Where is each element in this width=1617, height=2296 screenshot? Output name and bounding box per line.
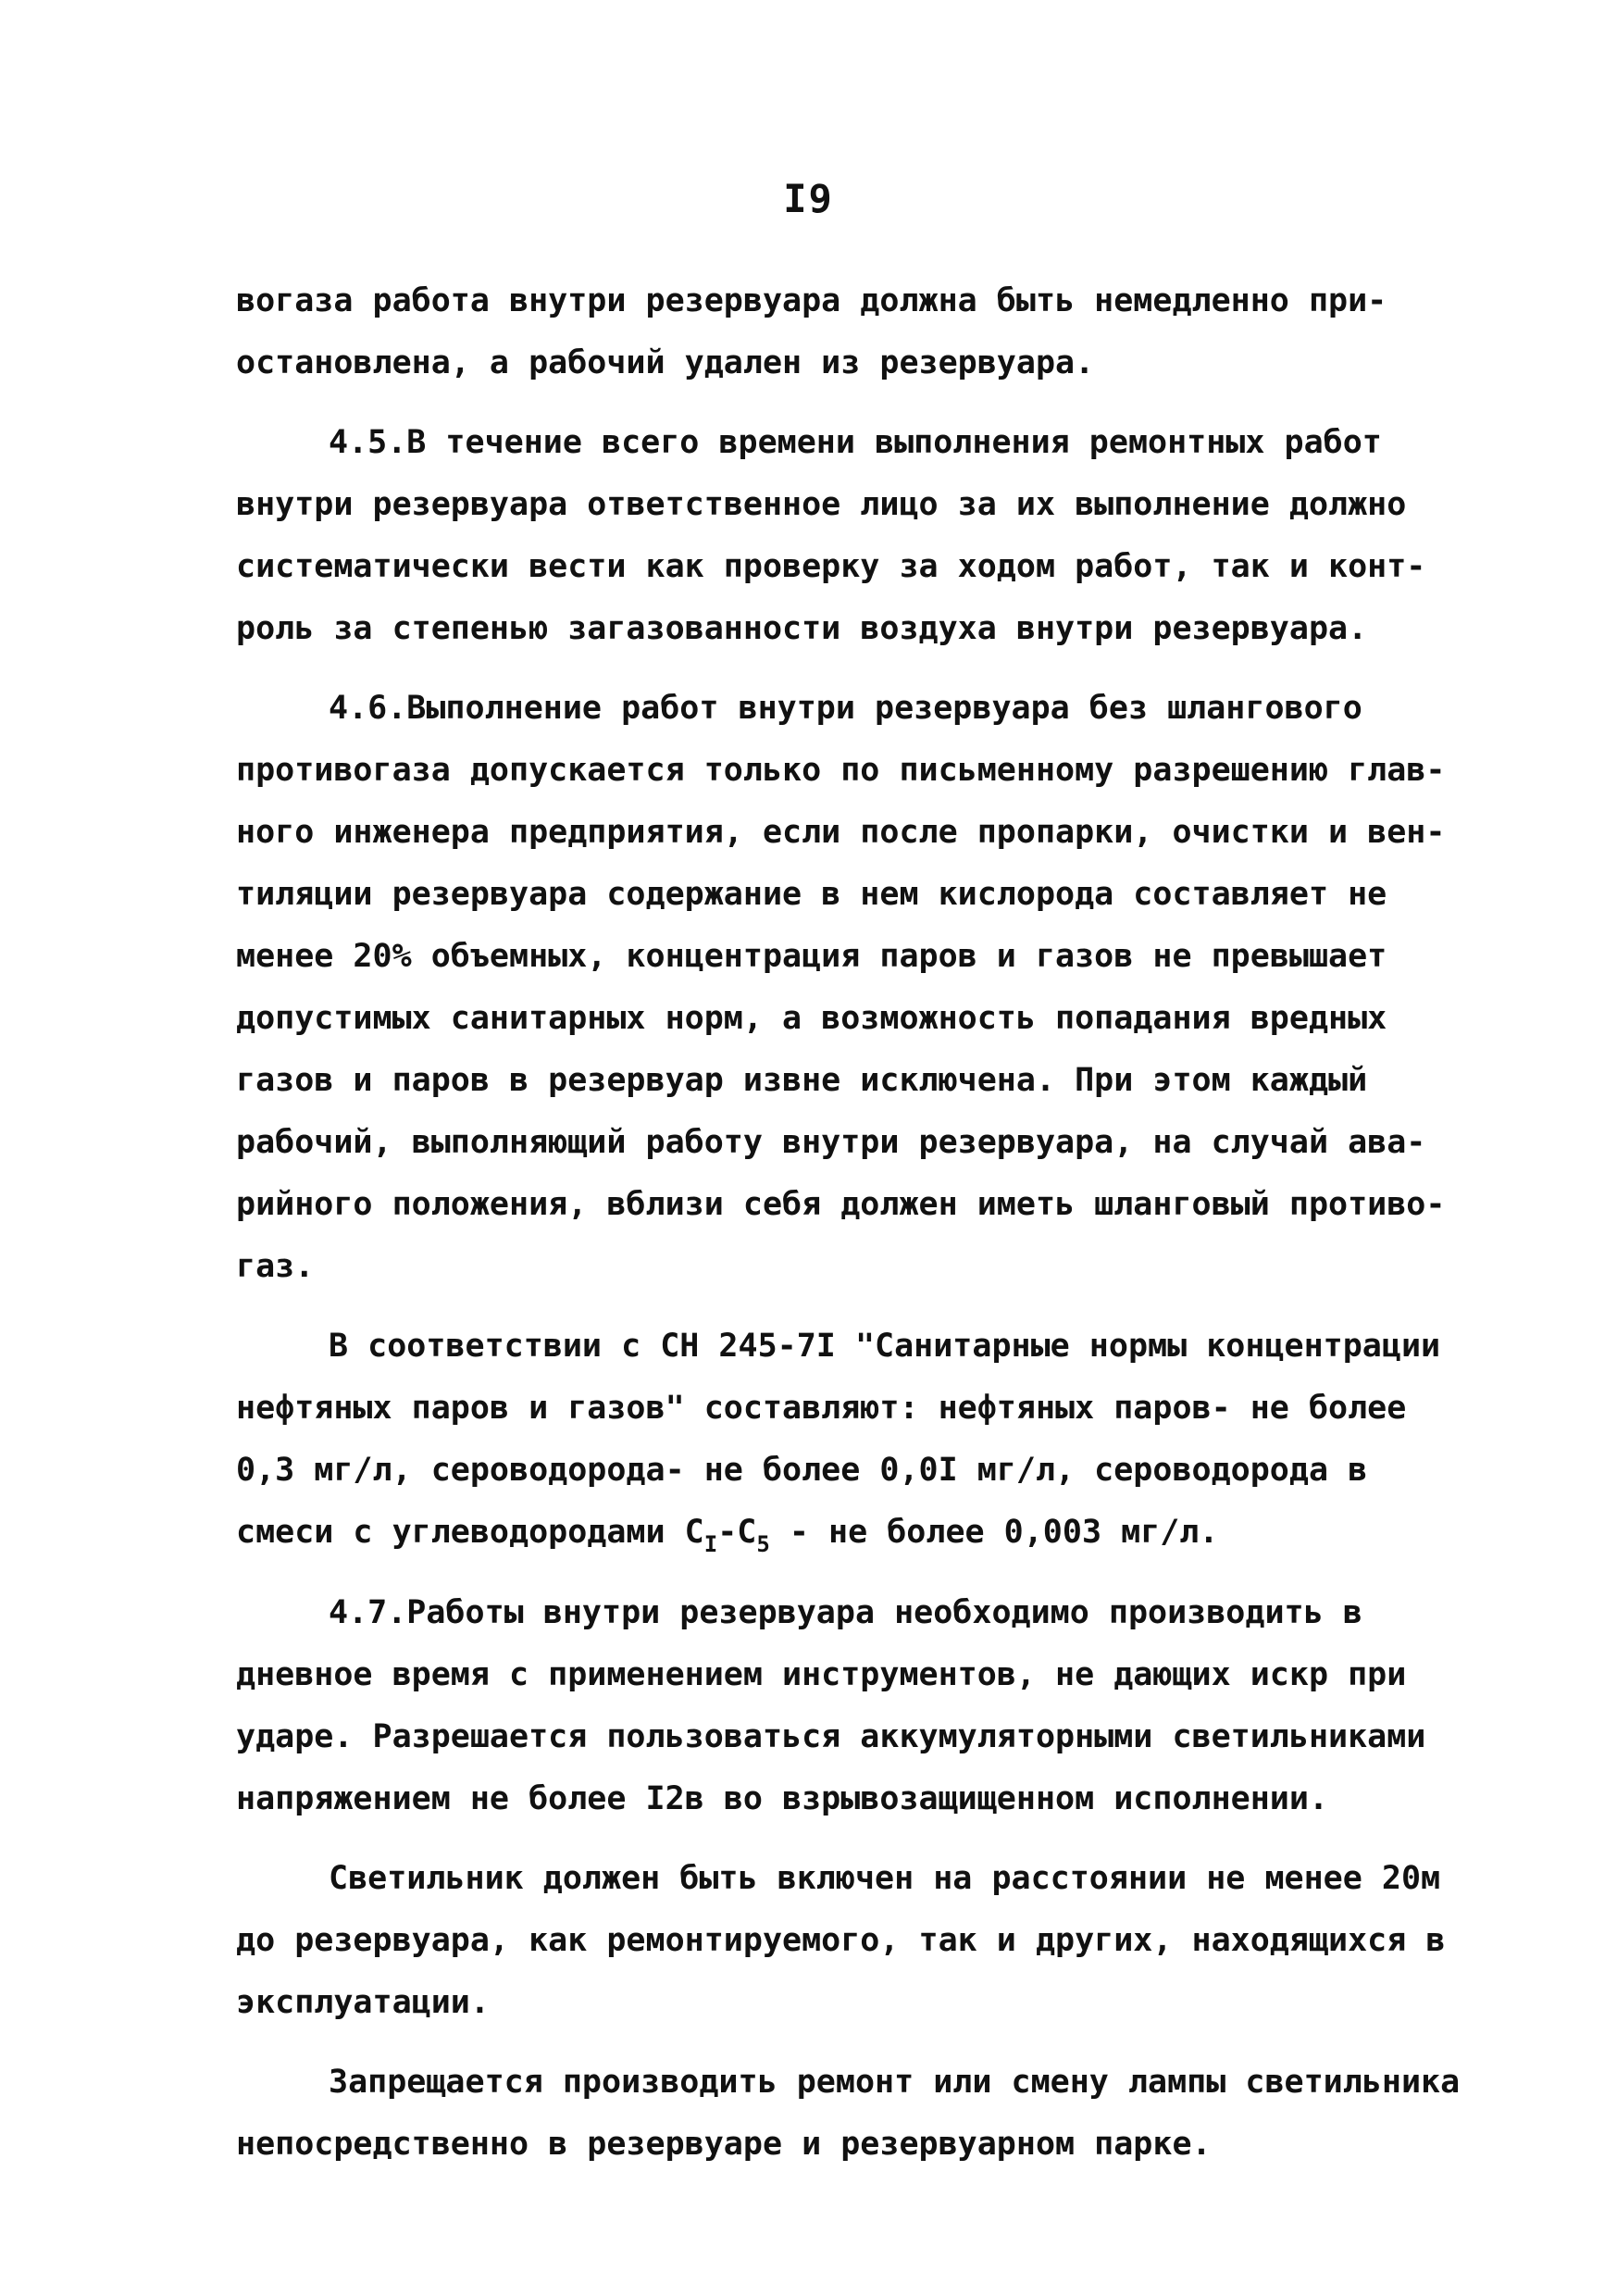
text-line: допустимых санитарных норм, а возможность попадания вредных <box>236 1000 1387 1037</box>
text-line: внутри резервуара ответственное лицо за их выполнение должно <box>236 486 1407 523</box>
text-line: тиляции резервуара содержание в нем кислорода составляет не <box>236 876 1387 913</box>
text-fragment: - не более 0,003 мг/л. <box>769 1514 1219 1551</box>
text-line: нефтяных паров и газов" составляют: нефтяных паров- не более <box>236 1390 1407 1427</box>
text-line: 4.6.Выполнение работ внутри резервуара без шлангового <box>329 690 1362 727</box>
text-line: рабочий, выполняющий работу внутри резервуара, на случай ава- <box>236 1124 1426 1161</box>
page-number: I9 <box>783 176 834 221</box>
text-line: рийного положения, вблизи себя должен иметь шланговый противо- <box>236 1186 1446 1223</box>
subscript: I <box>703 1531 718 1557</box>
text-line: непосредственно в резервуаре и резервуарном парке. <box>236 2126 1212 2163</box>
text-line: Запрещается производить ремонт или смену лампы светильника <box>329 2064 1461 2101</box>
text-line: эксплуатации. <box>236 1984 490 2021</box>
text-line: до резервуара, как ремонтируемого, так и других, находящихся в <box>236 1922 1446 1959</box>
text-line: напряжением не более I2в во взрывозащищенном исполнении. <box>236 1780 1329 1817</box>
text-line: остановлена, а рабочий удален из резервуара. <box>236 344 1095 381</box>
text-line: систематически вести как проверку за ходом работ, так и конт- <box>236 548 1426 585</box>
text-line: вогаза работа внутри резервуара должна быть немедленно при- <box>236 282 1387 319</box>
text-line: 4.5.В течение всего времени выполнения ремонтных работ <box>329 424 1382 461</box>
text-line: роль за степенью загазованности воздуха внутри резервуара. <box>236 610 1368 647</box>
text-line: 4.7.Работы внутри резервуара необходимо производить в <box>329 1594 1362 1631</box>
text-fragment: -С <box>717 1514 757 1551</box>
text-fragment: смеси с углеводородами <box>236 1514 685 1551</box>
text-fragment: С <box>684 1514 704 1551</box>
text-line: Светильник должен быть включен на расстоянии не менее 20м <box>329 1860 1441 1897</box>
subscript: 5 <box>756 1531 770 1557</box>
text-line: 0,3 мг/л, сероводорода- не более 0,0I мг/л, сероводорода в <box>236 1452 1368 1489</box>
text-line: противогаза допускается только по письменному разрешению глав- <box>236 752 1446 789</box>
text-line: В соответствии с СН 245-7I "Санитарные нормы концентрации <box>329 1328 1441 1365</box>
text-line: газов и паров в резервуар извне исключена. При этом каждый <box>236 1062 1368 1099</box>
text-line: дневное время с применением инструментов, не дающих искр при <box>236 1656 1407 1693</box>
text-line: ударе. Разрешается пользоваться аккумуляторными светильниками <box>236 1718 1426 1755</box>
text-line: газ. <box>236 1248 315 1285</box>
text-line <box>236 1514 1219 1557</box>
text-line: менее 20% объемных, концентрация паров и газов не превышает <box>236 938 1387 975</box>
text-line: ного инженера предприятия, если после пропарки, очистки и вен- <box>236 814 1446 851</box>
